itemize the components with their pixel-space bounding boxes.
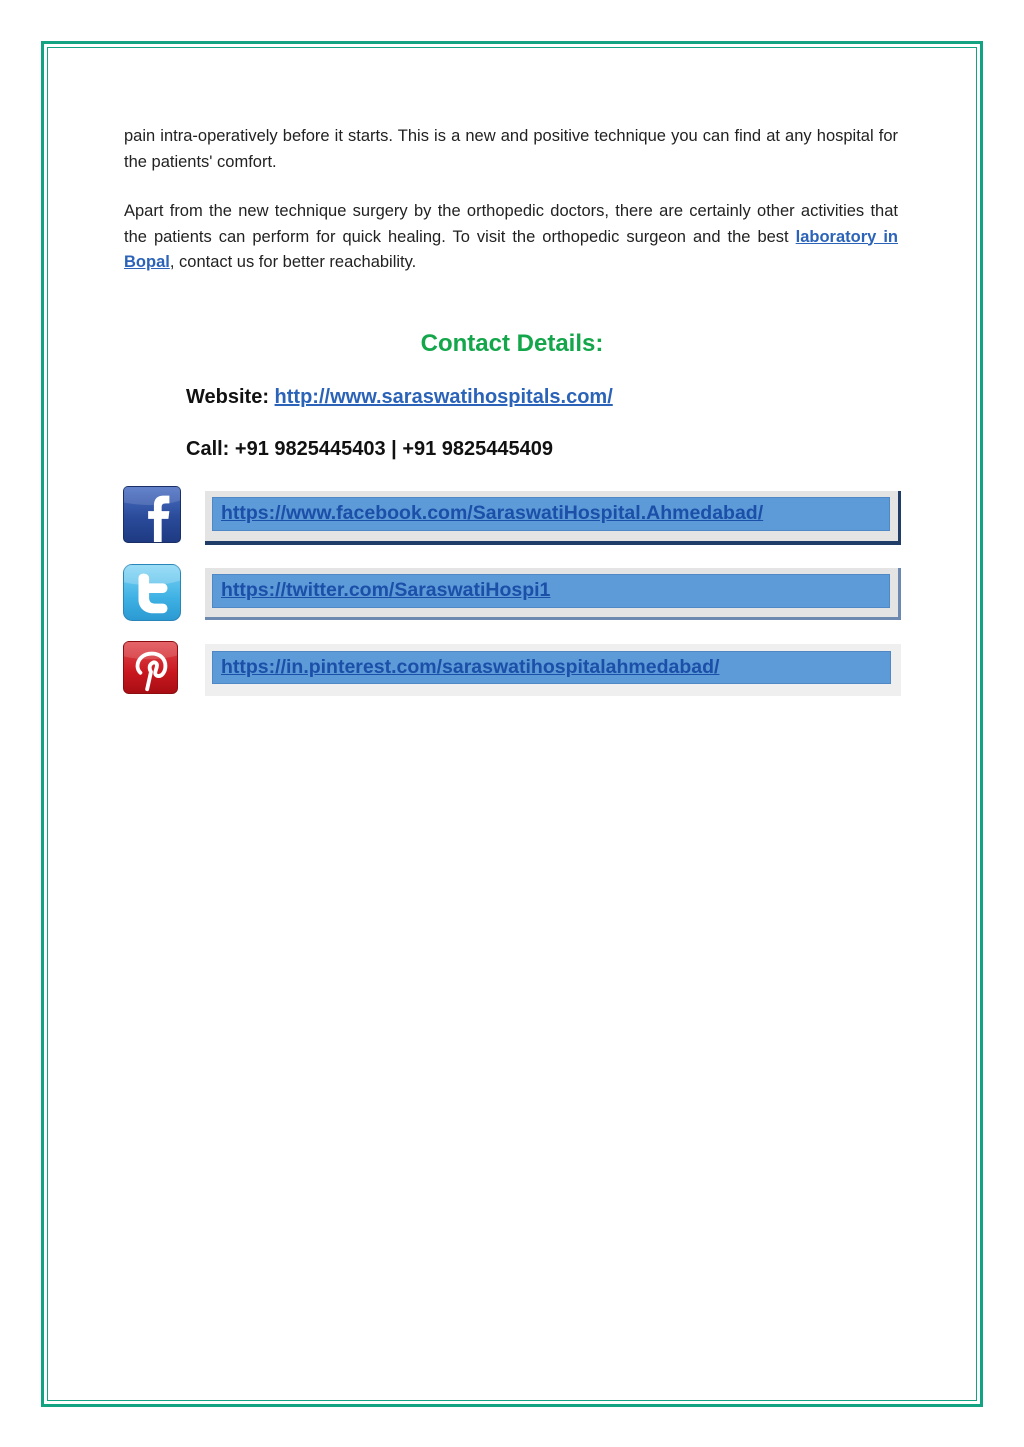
call-line: Call: +91 9825445403 | +91 9825445409: [186, 438, 554, 460]
facebook-link-bar: [212, 497, 890, 531]
paragraph-2-text-start: Apart from the new technique surgery by the orthopedic doctors, there are certainly other activities that the patients can perform for quick healing. To visit the orthopedic surgeon and the best: [124, 202, 898, 246]
body-paragraph-1: [124, 124, 898, 175]
pinterest-link[interactable]: https://in.pinterest.com/saraswatihospitalahmedabad/: [221, 656, 720, 678]
twitter-link-bar: [212, 574, 890, 608]
body-paragraph-2: [124, 199, 898, 276]
twitter-link-box: [205, 568, 901, 620]
facebook-icon[interactable]: [123, 486, 181, 543]
paragraph-1-text: pain intra-operatively before it starts. This is a new and positive technique you can find at any hospital for the patients' comfort.: [124, 127, 898, 171]
facebook-link-box: [205, 491, 901, 545]
pinterest-icon[interactable]: [123, 641, 178, 694]
website-line: [186, 386, 613, 409]
laboratory-link[interactable]: laboratory in Bopal: [124, 227, 898, 271]
website-link[interactable]: http://www.saraswatihospitals.com/: [274, 386, 613, 408]
pinterest-link-bar: [212, 651, 891, 684]
pinterest-link-box: [205, 644, 901, 696]
facebook-link[interactable]: https://www.facebook.com/SaraswatiHospital.Ahmedabad/: [221, 502, 764, 524]
twitter-link[interactable]: https://twitter.com/SaraswatiHospi1: [221, 579, 551, 601]
twitter-icon[interactable]: [123, 564, 181, 621]
paragraph-2-text-end: , contact us for better reachability.: [169, 253, 417, 271]
contact-heading: Contact Details:: [420, 330, 604, 357]
website-label: Website:: [186, 386, 269, 408]
